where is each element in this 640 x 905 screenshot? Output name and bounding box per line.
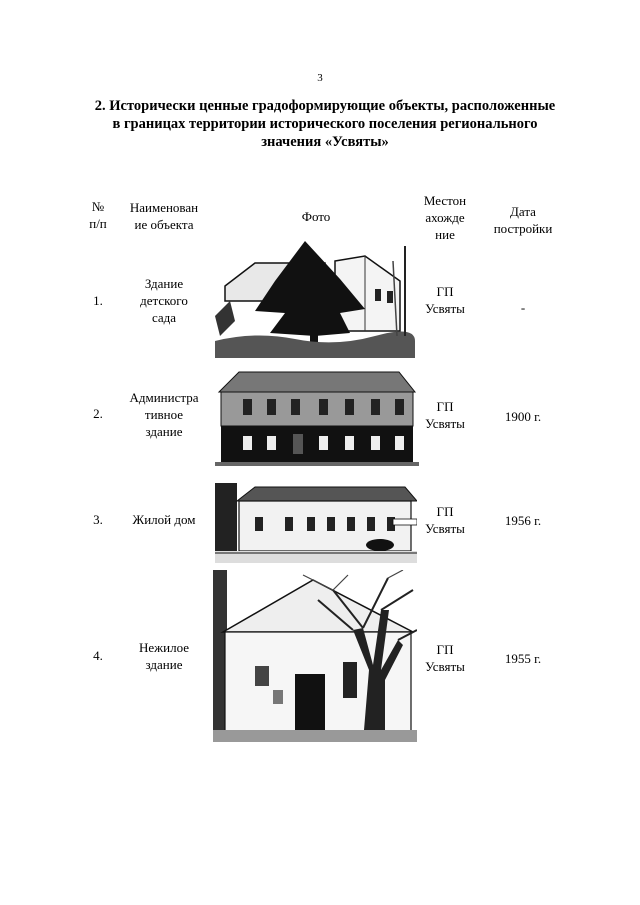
administrative-building-photo (215, 364, 419, 466)
row-2-location: ГП Усвяты (425, 399, 465, 431)
row-4-name: Нежилое здание (138, 640, 189, 672)
row-1-name: Здание детского сада (140, 276, 188, 325)
row-2-build-date: 1900 г. (504, 409, 542, 424)
header-object-name: Наименован ие объекта (129, 200, 199, 232)
row-1-location: ГП Усвяты (425, 284, 465, 316)
section-title (60, 97, 590, 151)
non-residential-building-photo (213, 570, 417, 742)
title-line-1: 2. Исторически ценные градоформирующие объекты, расположенные (94, 98, 556, 114)
row-2-number: 2. (93, 406, 103, 421)
kindergarten-photo (215, 241, 415, 358)
residential-house-photo (215, 483, 417, 563)
title-line-3: значения «Усвяты» (261, 134, 389, 150)
row-4-location: ГП Усвяты (425, 642, 465, 674)
page-number: 3 (317, 72, 323, 84)
row-3-name: Жилой дом (132, 512, 196, 527)
row-3-build-date: 1956 г. (504, 513, 542, 528)
row-2-name: Администра тивное здание (129, 390, 199, 439)
header-location: Местон ахожде ние (423, 193, 467, 242)
title-line-2: в границах территории исторического поселения регионального (112, 116, 538, 132)
row-1-number: 1. (93, 293, 103, 308)
row-3-location: ГП Усвяты (425, 504, 465, 536)
row-4-build-date: 1955 г. (504, 651, 542, 666)
row-1-build-date: - (520, 300, 526, 315)
row-3-number: 3. (93, 512, 103, 527)
header-build-date: Дата постройки (493, 204, 553, 236)
header-number: № п/п (89, 199, 107, 231)
row-4-number: 4. (93, 648, 103, 663)
header-photo: Фото (301, 209, 331, 224)
